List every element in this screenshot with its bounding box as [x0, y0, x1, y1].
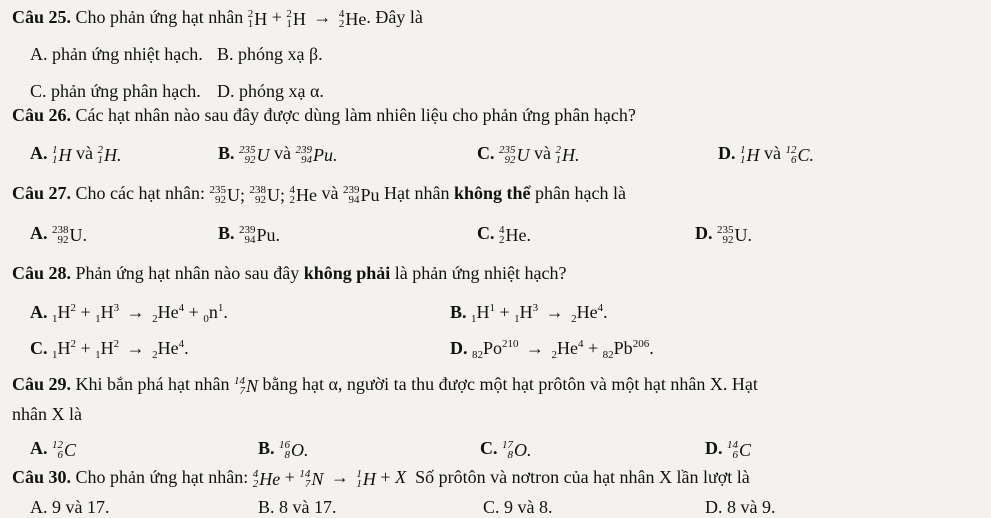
q27-option-a[interactable]: A. 238 92 U. [30, 223, 87, 246]
q27-option-b[interactable]: B. 239 94 Pu. [218, 223, 281, 246]
q26-stem [12, 104, 636, 126]
q26-option-b[interactable]: B. 235 92 U và 239 94 Pu. [218, 143, 338, 166]
q29-stem-line2: nhân X là [12, 404, 82, 424]
nuclide-o16: 16 8 O. [279, 438, 309, 461]
q28-option-a[interactable]: A. $_1H^2 + _1H^3 \to _2He^4 + _0n^1$. [30, 302, 228, 325]
q27-label: Câu 27. [12, 183, 72, 203]
q29-option-a[interactable]: A. 12 6 C [30, 438, 77, 461]
q28-option-b[interactable]: B. $_1H^1 + _1H^3 \to _2He^4$. [450, 302, 608, 325]
nuclide-o17: 17 8 O. [502, 438, 532, 461]
q26-option-c[interactable]: C. 235 92 U và 2 1 H. [477, 143, 580, 166]
q27-stem: Câu 27. Cho các hạt nhân: 235 92 U; 238 92 U; 4 2 He và 239 94 Pu Hạt nhân không thể phân hạch là [12, 183, 626, 206]
q26-option-d[interactable]: D. 1 1 H và 12 6 C. [718, 143, 815, 166]
q30-label: Câu 30. [12, 467, 72, 487]
nuclide-u235: 235 92 U; [209, 183, 245, 206]
nuclide-n14: 14 7 N [299, 467, 324, 490]
q25-option-d[interactable]: D. phóng xạ α. [217, 81, 324, 101]
arrow-icon: → [330, 467, 349, 487]
nuclide-u235: 235 92 U. [717, 223, 752, 246]
nuclide-pu239: 239 94 Pu. [239, 223, 281, 246]
nuclide-h2: 2 1 H. [555, 143, 580, 166]
nuclide-u238: 238 92 U; [249, 183, 285, 206]
q26-text: Các hạt nhân nào sau đây được dùng làm nhiên liệu cho phản ứng phân hạch? [75, 105, 636, 125]
q29-label: Câu 29. [12, 374, 72, 394]
nuclide-u238: 238 92 U. [52, 223, 87, 246]
nuclide-u235: 235 92 U [239, 143, 270, 166]
nuclide-he4: 4 2 He [252, 467, 281, 490]
q25-tail: . Đây là [366, 7, 423, 27]
nuclide-h1: 1 1 H [356, 467, 376, 490]
nuclide-he4: 4 2 He. [499, 223, 531, 246]
q25-option-c[interactable]: C. phản ứng phân hạch. [30, 81, 201, 101]
nuclide-h1: 1 1 H [740, 143, 760, 166]
nuclide-h2: 2 1 H. [97, 143, 122, 166]
nuclide-h1: 1 1 H [52, 143, 72, 166]
q29-stem: Câu 29. Khi bắn phá hạt nhân 14 7 N bằng hạt α, người ta thu được một hạt prôtôn và một hạt nhân X. Hạt [12, 374, 758, 397]
q28-stem: Câu 28. Phản ứng hạt nhân nào sau đây không phải là phản ứng nhiệt hạch? [12, 263, 567, 283]
q30-option-b[interactable]: B. 8 và 17. [258, 497, 337, 517]
q26-label: Câu 26. [12, 105, 72, 125]
nuclide-h2: 2 1 H [286, 7, 306, 30]
q27-option-d[interactable]: D. 235 92 U. [695, 223, 752, 246]
q29-option-b[interactable]: B. 16 8 O. [258, 438, 309, 461]
q25-option-b[interactable]: B. phóng xạ β. [217, 44, 323, 64]
q25-stem: Câu 25. Cho phản ứng hạt nhân 2 1 H + 2 1 H → 4 2 He . Đây là [12, 7, 423, 30]
q28-option-d[interactable]: D. $_{82}Po^{210} \to _2He^4 + _{82}Pb^{206}$. [450, 338, 654, 361]
q30-option-a[interactable]: A. 9 và 17. [30, 497, 110, 517]
nuclide-he4: 4 2 He [289, 183, 317, 206]
nuclide-he4: 4 2 He [338, 7, 367, 30]
nuclide-c12: 12 6 C. [785, 143, 815, 166]
q30-stem: Câu 30. Cho phản ứng hạt nhân: 4 2 He + 14 7 N → 1 1 H + X Số prôtôn và nơtron của hạt nhân X lần lượt là [12, 467, 750, 490]
nuclide-c12: 12 6 C [52, 438, 77, 461]
q30-option-d[interactable]: D. 8 và 9. [705, 497, 776, 517]
q25-text: Cho phản ứng hạt nhân [75, 7, 244, 27]
q26-option-a[interactable]: A. 1 1 H và 2 1 H. [30, 143, 122, 166]
nuclide-n14: 14 7 N [233, 374, 258, 397]
q27-option-c[interactable]: C. 4 2 He. [477, 223, 531, 246]
nuclide-pu239: 239 94 Pu [342, 183, 380, 206]
q28-option-c[interactable]: C. $_1H^2 + _1H^2 \to _2He^4$. [30, 338, 189, 361]
nuclide-pu239: 239 94 Pu. [295, 143, 338, 166]
nuclide-c14: 14 6 C [727, 438, 752, 461]
q25-label: Câu 25. [12, 7, 72, 27]
nuclide-u235: 235 92 U [499, 143, 530, 166]
q28-label: Câu 28. [12, 263, 72, 283]
nuclide-h2: 2 1 H [247, 7, 268, 30]
q29-option-c[interactable]: C. 17 8 O. [480, 438, 532, 461]
q30-option-c[interactable]: C. 9 và 8. [483, 497, 553, 517]
arrow-icon: → [313, 7, 332, 27]
q25-option-a[interactable]: A. phản ứng nhiệt hạch. [30, 44, 203, 64]
q29-option-d[interactable]: D. 14 6 C [705, 438, 752, 461]
